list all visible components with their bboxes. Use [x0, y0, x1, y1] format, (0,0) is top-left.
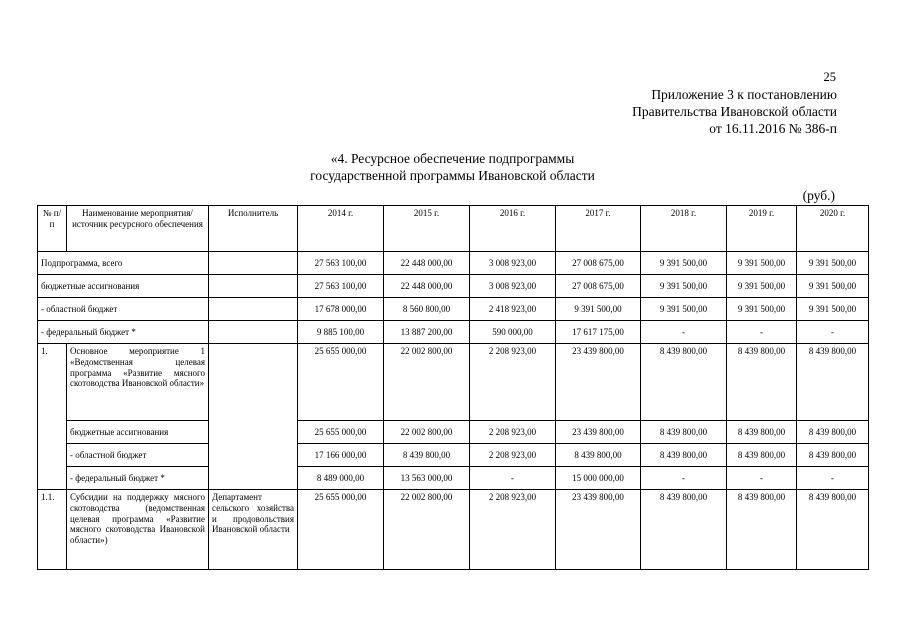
- cell-value: 27 008 675,00: [556, 275, 641, 298]
- cell-value: 13 887 200,00: [384, 321, 470, 344]
- row-label: Подпрограмма, всего: [38, 252, 209, 275]
- table-row: [38, 252, 869, 275]
- cell-value: 9 391 500,00: [641, 298, 727, 321]
- header-year-2019: 2019 г.: [727, 206, 797, 252]
- table-header-row: [38, 206, 869, 252]
- row-executor: [209, 252, 298, 275]
- row-label: - федеральный бюджет *: [67, 467, 209, 490]
- row-executor: [209, 298, 298, 321]
- row-executor: [209, 275, 298, 298]
- table-row: [38, 275, 869, 298]
- cell-value: 22 002 800,00: [384, 421, 470, 444]
- cell-value: 8 439 800,00: [641, 421, 727, 444]
- cell-value: 8 439 800,00: [384, 444, 470, 467]
- cell-value: 3 008 923,00: [470, 252, 556, 275]
- cell-value: 9 391 500,00: [797, 298, 869, 321]
- cell-value: 22 448 000,00: [384, 252, 470, 275]
- row-number: 1.1.: [38, 490, 67, 570]
- header-year-2016: 2016 г.: [470, 206, 556, 252]
- cell-value: 8 439 800,00: [797, 444, 869, 467]
- row-executor: [209, 321, 298, 344]
- cell-value: 8 439 800,00: [641, 490, 727, 570]
- cell-value: 8 439 800,00: [727, 421, 797, 444]
- appendix-line-3: от 16.11.2016 № 386-п: [709, 121, 837, 136]
- table-row: [38, 321, 869, 344]
- cell-value: -: [641, 467, 727, 490]
- section-title-line-2: государственной программы Ивановской области: [310, 168, 595, 183]
- cell-value: 8 439 800,00: [797, 344, 869, 421]
- cell-value: 8 489 000,00: [298, 467, 384, 490]
- cell-value: 17 166 000,00: [298, 444, 384, 467]
- appendix-header: [632, 86, 837, 137]
- cell-value: -: [470, 467, 556, 490]
- cell-value: 9 391 500,00: [641, 275, 727, 298]
- table-row: [38, 298, 869, 321]
- resource-table: [37, 205, 869, 570]
- cell-value: -: [727, 321, 797, 344]
- cell-value: 2 208 923,00: [470, 421, 556, 444]
- header-year-2020: 2020 г.: [797, 206, 869, 252]
- cell-value: 8 439 800,00: [641, 444, 727, 467]
- currency-unit: (руб.): [802, 188, 835, 203]
- cell-value: 8 439 800,00: [797, 490, 869, 570]
- section-title-line-1: «4. Ресурсное обеспечение подпрограммы: [330, 151, 575, 166]
- cell-value: 8 439 800,00: [641, 344, 727, 421]
- row-label: - областной бюджет: [67, 444, 209, 467]
- cell-value: 25 655 000,00: [298, 490, 384, 570]
- cell-value: 9 391 500,00: [641, 252, 727, 275]
- row-label: - федеральный бюджет *: [38, 321, 209, 344]
- cell-value: 23 439 800,00: [556, 421, 641, 444]
- cell-value: 17 678 000,00: [298, 298, 384, 321]
- table-row: [38, 344, 869, 421]
- table-row: [38, 444, 869, 467]
- cell-value: 8 560 800,00: [384, 298, 470, 321]
- cell-value: 2 418 923,00: [470, 298, 556, 321]
- cell-value: 9 391 500,00: [797, 275, 869, 298]
- cell-value: 8 439 800,00: [727, 444, 797, 467]
- cell-value: 9 391 500,00: [727, 252, 797, 275]
- cell-value: -: [797, 467, 869, 490]
- row-label: - областной бюджет: [38, 298, 209, 321]
- cell-value: -: [797, 321, 869, 344]
- header-year-2015: 2015 г.: [384, 206, 470, 252]
- cell-value: 17 617 175,00: [556, 321, 641, 344]
- row-executor: [209, 344, 298, 490]
- row-label: бюджетные ассигнования: [67, 421, 209, 444]
- header-name: Наименование мероприятия/ источник ресурсного обеспечения: [67, 206, 209, 252]
- row-number: 1.: [38, 344, 67, 490]
- cell-value: 23 439 800,00: [556, 344, 641, 421]
- appendix-line-2: Правительства Ивановской области: [632, 104, 837, 119]
- page-number: 25: [823, 70, 836, 84]
- cell-value: 590 000,00: [470, 321, 556, 344]
- header-executor: Исполнитель: [209, 206, 298, 252]
- cell-value: 8 439 800,00: [727, 490, 797, 570]
- cell-value: 25 655 000,00: [298, 421, 384, 444]
- row-label: Основное мероприятие 1 «Ведомственная целевая программа «Развитие мясного скотоводства Ивановской области»: [67, 344, 209, 421]
- cell-value: -: [727, 467, 797, 490]
- cell-value: 9 391 500,00: [727, 275, 797, 298]
- cell-value: 22 448 000,00: [384, 275, 470, 298]
- cell-value: 9 391 500,00: [556, 298, 641, 321]
- cell-value: 8 439 800,00: [797, 421, 869, 444]
- row-label: Субсидии на поддержку мясного скотоводства (ведомственная целевая программа «Развитие мясного скотоводства Ивановской области»): [67, 490, 209, 570]
- cell-value: 8 439 800,00: [556, 444, 641, 467]
- cell-value: 25 655 000,00: [298, 344, 384, 421]
- table-row: [38, 490, 869, 570]
- cell-value: 9 885 100,00: [298, 321, 384, 344]
- section-title: [0, 150, 905, 184]
- header-year-2014: 2014 г.: [298, 206, 384, 252]
- cell-value: 15 000 000,00: [556, 467, 641, 490]
- header-year-2018: 2018 г.: [641, 206, 727, 252]
- header-year-2017: 2017 г.: [556, 206, 641, 252]
- cell-value: 13 563 000,00: [384, 467, 470, 490]
- cell-value: 22 002 800,00: [384, 490, 470, 570]
- cell-value: 23 439 800,00: [556, 490, 641, 570]
- cell-value: 2 208 923,00: [470, 490, 556, 570]
- cell-value: 3 008 923,00: [470, 275, 556, 298]
- cell-value: 9 391 500,00: [727, 298, 797, 321]
- header-num: № п/п: [38, 206, 67, 252]
- row-executor: Департамент сельского хозяйства и продовольствия Ивановской области: [209, 490, 298, 570]
- cell-value: 8 439 800,00: [727, 344, 797, 421]
- table-row: [38, 467, 869, 490]
- table-row: [38, 421, 869, 444]
- cell-value: 22 002 800,00: [384, 344, 470, 421]
- cell-value: 27 563 100,00: [298, 275, 384, 298]
- cell-value: 2 208 923,00: [470, 444, 556, 467]
- row-label: бюджетные ассигнования: [38, 275, 209, 298]
- cell-value: -: [641, 321, 727, 344]
- cell-value: 9 391 500,00: [797, 252, 869, 275]
- cell-value: 2 208 923,00: [470, 344, 556, 421]
- appendix-line-1: Приложение 3 к постановлению: [651, 87, 837, 102]
- cell-value: 27 563 100,00: [298, 252, 384, 275]
- cell-value: 27 008 675,00: [556, 252, 641, 275]
